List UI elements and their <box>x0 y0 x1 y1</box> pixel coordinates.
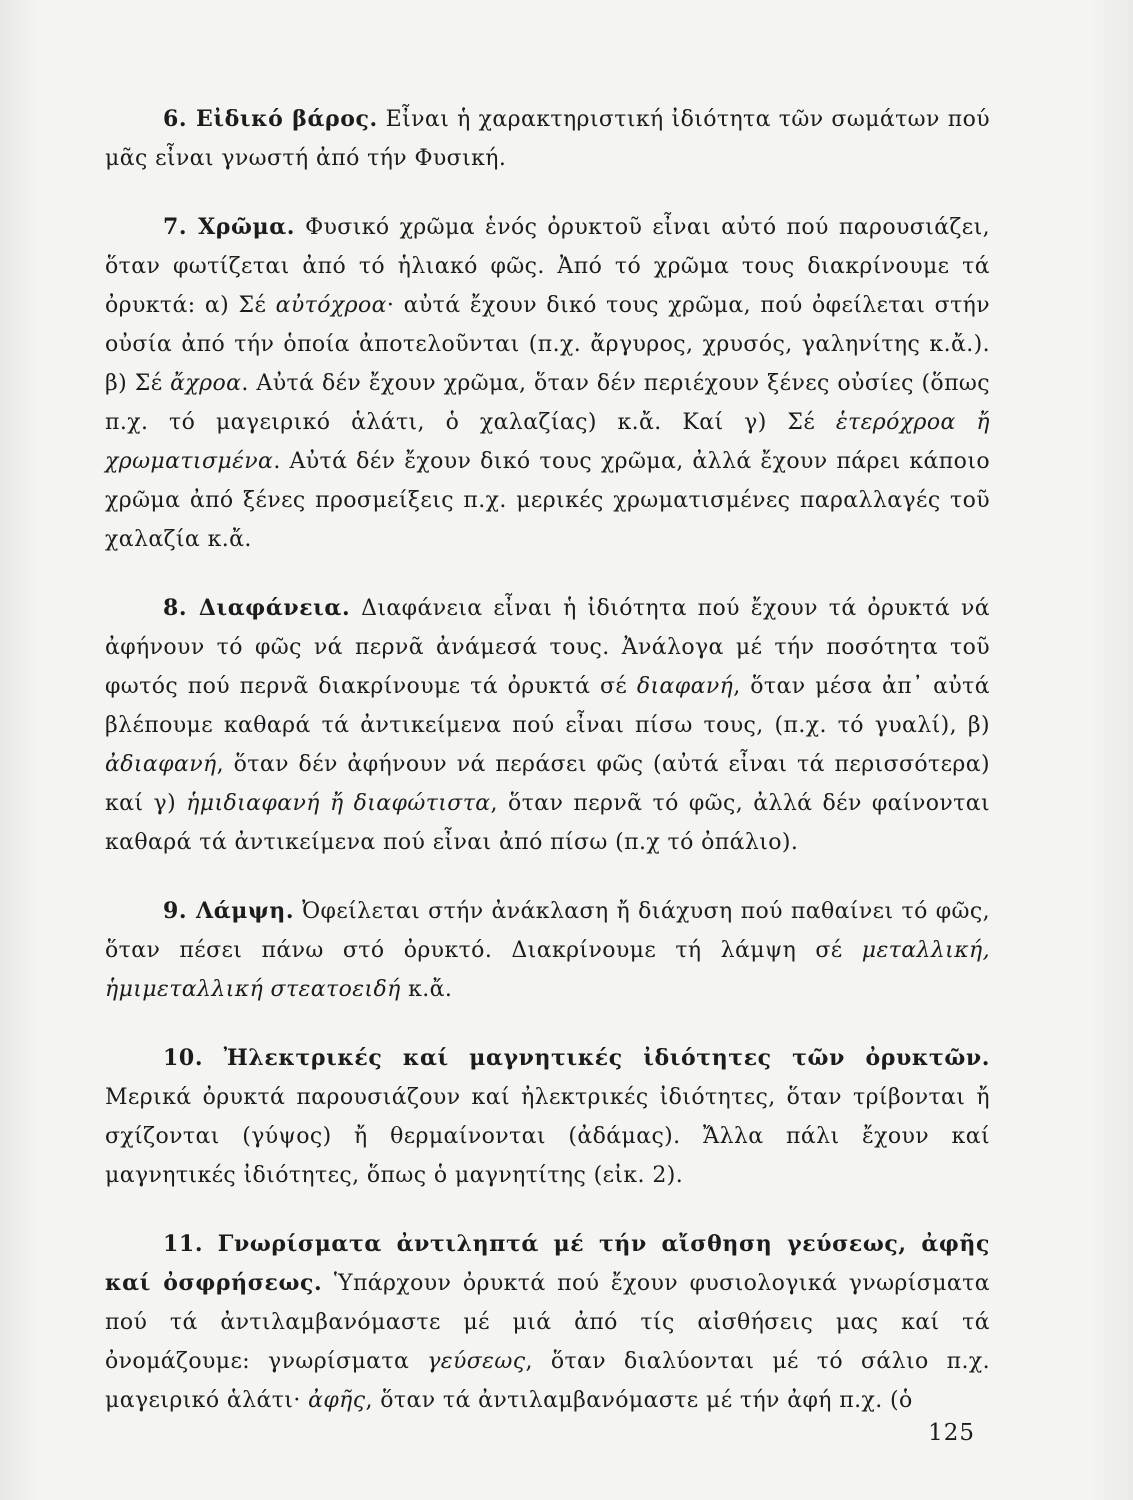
section-heading: 7. Χρῶμα. <box>163 214 296 240</box>
section-heading: 6. Εἰδικό βάρος. <box>163 106 378 132</box>
section-heading: 11. Γνωρίσματα ἀντιληπτά μέ τήν αἴσθηση γεύσεως, ἀφῆς καί ὀσφρήσεως. <box>105 1231 990 1296</box>
section-text: Διαφάνεια εἶναι ἡ ἰδιότητα πού ἔχουν τά ὀρυκτά νά ἀφήνουν τό φῶς νά περνᾶ ἀνάμεσά τους. Ἀνάλογα μέ τήν ποσότητα τοῦ φωτός πού περνᾶ διακρίνουμε τά ὀρυκτά σέ <box>105 596 991 699</box>
section-text: . Αὐτά δέν ἔχουν δικό τους χρῶμα, ἀλλά ἔχουν πάρει κάποιο χρῶμα ἀπό ξένες προσμείξεις π.χ. μερικές χρωματισμένες παραλλαγές τοῦ χαλαζία κ.ἄ. <box>105 449 990 552</box>
italic-term: ἀδιαφανή <box>105 752 217 777</box>
section-luster <box>105 892 990 1009</box>
section-text: . Αὐτά δέν ἔχουν χρῶμα, ὅταν δέν περιέχουν ξένες οὐσίες (ὅπως π.χ. τό μαγειρικό ἁλάτι, ὁ χαλαζίας) κ.ἄ. Καί γ) Σέ <box>105 371 990 435</box>
section-senses <box>105 1225 990 1420</box>
section-text: Μερικά ὀρυκτά παρουσιάζουν καί ἠλεκτρικές ἰδιότητες, ὅταν τρίβονται ἤ σχίζονται (γύψος) ἤ θερμαίνονται (ἀδάμας). Ἄλλα πάλι ἔχουν καί μαγνητικές ἰδιότητες, ὅπως ὁ μαγνητίτης (εἰκ. 2). <box>105 1085 990 1188</box>
section-heading: 9. Λάμψη. <box>163 898 295 924</box>
section-text: , ὅταν τά ἀντιλαμβανόμαστε μέ τήν ἀφή π.χ. (ὁ <box>365 1388 913 1413</box>
italic-term: ἀφῆς <box>308 1388 366 1413</box>
italic-term: γεύσεως <box>427 1349 526 1374</box>
section-transparency <box>105 589 990 862</box>
section-specific-gravity <box>105 100 990 178</box>
section-text: κ.ἄ. <box>400 977 453 1002</box>
section-text: Φυσικό χρῶμα ἑνός ὀρυκτοῦ εἶναι αὐτό πού παρουσιάζει, ὅταν φωτίζεται ἀπό τό ἡλιακό φῶς. Ἀπό τό χρῶμα τους διακρίνουμε τά ὀρυκτά: α) Σέ <box>105 215 990 318</box>
page-text <box>105 100 990 1450</box>
section-color <box>105 208 990 559</box>
italic-term: αὐτόχροα <box>275 293 387 318</box>
section-electric-magnetic <box>105 1039 990 1195</box>
section-text: , ὅταν διαλύονται μέ τό σάλιο π.χ. μαγειρικό ἁλάτι· <box>105 1349 991 1413</box>
section-text: , ὅταν μέσα ἀπ᾿ αὐτά βλέπουμε καθαρά τά ἀντικείμενα πού εἶναι πίσω τους, (π.χ. τό γυαλί), β) <box>105 674 990 738</box>
page-number: 125 <box>928 1420 975 1446</box>
section-heading: 8. Διαφάνεια. <box>163 595 351 621</box>
section-text: Εἶναι ἡ χαρακτηριστική ἰδιότητα τῶν σωμάτων πού μᾶς εἶναι γνωστή ἀπό τήν Φυσική. <box>105 107 990 171</box>
section-text: Ὀφείλεται στήν ἀνάκλαση ἤ διάχυση πού παθαίνει τό φῶς, ὅταν πέσει πάνω στό ὀρυκτό. Διακρίνουμε τή λάμψη σέ <box>105 899 990 963</box>
section-text: Ὑπάρχουν ὀρυκτά πού ἔχουν φυσιολογικά γνωρίσματα πού τά ἀντιλαμβανόμαστε μέ μιά ἀπό τίς αἰσθήσεις μας καί τά ὀνομάζουμε: γνωρίσματα <box>105 1271 990 1374</box>
italic-term: μεταλλική, ἡμιμεταλλική στεατοειδή <box>105 938 990 1002</box>
section-text: , ὅταν δέν ἀφήνουν νά περάσει φῶς (αὐτά εἶναι τά περισσότερα) καί γ) <box>105 752 990 816</box>
italic-term: διαφανή <box>636 674 734 699</box>
section-text: , ὅταν περνᾶ τό φῶς, ἀλλά δέν φαίνονται καθαρά τά ἀντικείμενα πού εἶναι ἀπό πίσω (π.χ τό ὀπάλιο). <box>105 791 990 855</box>
italic-term: ἑτερόχροα ἤ χρωματισμένα <box>105 410 990 474</box>
section-heading: 10. Ἠλεκτρικές καί μαγνητικές ἰδιότητες τῶν ὀρυκτῶν. <box>163 1045 990 1071</box>
italic-term: ἡμιδιαφανή ἤ διαφώτιστα <box>186 791 491 816</box>
italic-term: ἄχροα <box>170 371 242 396</box>
section-text: · αὐτά ἔχουν δικό τους χρῶμα, πού ὀφείλεται στήν οὐσία ἀπό τήν ὁποία ἀποτελοῦνται (π.χ. ἄργυρος, χρυσός, γαληνίτης κ.ἄ.). β) Σέ <box>105 293 990 396</box>
